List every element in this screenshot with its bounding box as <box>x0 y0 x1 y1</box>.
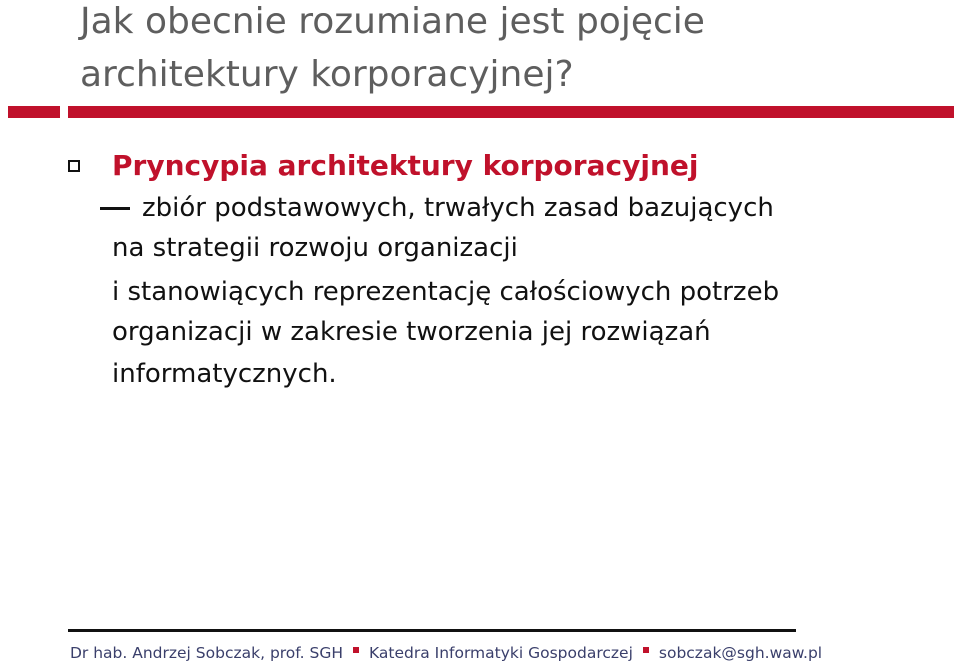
slide-title-line-2: architektury korporacyjnej? <box>80 54 574 95</box>
body-line-2: na strategii rozwoju organizacji <box>112 233 518 263</box>
slide-title-line-1: Jak obecnie rozumiane jest pojęcie <box>80 1 705 42</box>
bullet-heading: Pryncypia architektury korporacyjnej <box>112 149 699 182</box>
footer-separator-icon <box>353 647 359 653</box>
footer <box>70 644 822 662</box>
footer-email: sobczak@sgh.waw.pl <box>658 644 823 662</box>
dash-bullet-icon <box>100 207 130 210</box>
footer-author: Dr hab. Andrzej Sobczak, prof. SGH <box>70 644 343 662</box>
square-bullet-icon <box>68 160 80 172</box>
title-rule-accent <box>8 106 60 118</box>
footer-department: Katedra Informatyki Gospodarczej <box>368 644 633 662</box>
footer-rule <box>68 629 796 632</box>
footer-separator-icon <box>643 647 649 653</box>
title-rule <box>68 106 954 118</box>
body-line-5: informatycznych. <box>112 359 337 389</box>
body-line-1: zbiór podstawowych, trwałych zasad bazujących <box>142 193 774 223</box>
body-line-3: i stanowiących reprezentację całościowych potrzeb <box>112 277 780 307</box>
body-line-4: organizacji w zakresie tworzenia jej rozwiązań <box>112 317 711 347</box>
